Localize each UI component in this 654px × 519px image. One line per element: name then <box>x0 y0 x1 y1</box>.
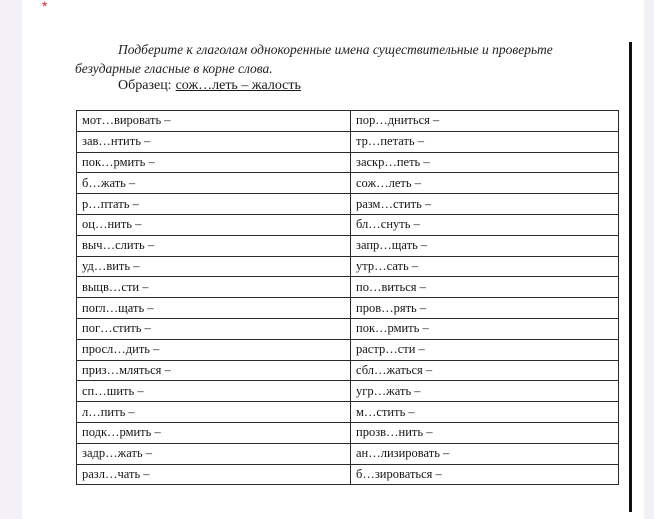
example-line <box>118 78 301 94</box>
verb-cell-right: пок…рмить – <box>351 318 619 339</box>
verb-cell-left: р…птать – <box>77 194 351 215</box>
table-row <box>77 443 619 464</box>
verb-cell-right: тр…петать – <box>351 131 619 152</box>
table-row <box>77 214 619 235</box>
required-asterisk: * <box>42 0 48 14</box>
table-row <box>77 360 619 381</box>
table-row <box>77 235 619 256</box>
verb-cell-right: пор…дниться – <box>351 111 619 132</box>
verb-cell-left: уд…вить – <box>77 256 351 277</box>
example-label: Образец: <box>118 78 172 93</box>
verb-cell-left: сп…шить – <box>77 381 351 402</box>
verb-cell-right: утр…сать – <box>351 256 619 277</box>
verb-cell-left: л…пить – <box>77 402 351 423</box>
verb-cell-left: разл…чать – <box>77 464 351 485</box>
table-row <box>77 402 619 423</box>
verb-cell-left: выцв…сти – <box>77 277 351 298</box>
verb-cell-left: выч…слить – <box>77 235 351 256</box>
table-row <box>77 422 619 443</box>
page-edge-line <box>629 42 632 512</box>
verb-cell-left: приз…мляться – <box>77 360 351 381</box>
verb-cell-left: б…жать – <box>77 173 351 194</box>
instruction-line-2: безударные гласные в корне слова. <box>75 61 273 76</box>
verbs-table <box>76 110 619 485</box>
verb-cell-left: пок…рмить – <box>77 152 351 173</box>
verb-cell-left: просл…дить – <box>77 339 351 360</box>
verb-cell-right: сбл…жаться – <box>351 360 619 381</box>
right-margin-strip <box>644 0 654 519</box>
verb-cell-left: пог…стить – <box>77 318 351 339</box>
table-row <box>77 152 619 173</box>
verb-cell-left: оц…нить – <box>77 214 351 235</box>
instruction-line-1: Подберите к глаголам однокоренные имена существительные и проверьте <box>118 42 553 57</box>
table-row <box>77 464 619 485</box>
table-row <box>77 298 619 319</box>
verb-cell-left: подк…рмить – <box>77 422 351 443</box>
verbs-table-body <box>77 111 619 485</box>
example-value: сож…леть – жалость <box>175 78 301 93</box>
verb-cell-right: прозв…нить – <box>351 422 619 443</box>
verb-cell-right: запр…щать – <box>351 235 619 256</box>
verb-cell-right: угр…жать – <box>351 381 619 402</box>
verb-cell-right: растр…сти – <box>351 339 619 360</box>
verb-cell-left: зав…нтить – <box>77 131 351 152</box>
table-row <box>77 381 619 402</box>
verb-cell-left: задр…жать – <box>77 443 351 464</box>
verb-cell-right: сож…леть – <box>351 173 619 194</box>
verb-cell-right: заскр…петь – <box>351 152 619 173</box>
table-row <box>77 194 619 215</box>
verb-cell-right: м…стить – <box>351 402 619 423</box>
verb-cell-right: по…виться – <box>351 277 619 298</box>
verb-cell-right: бл…снуть – <box>351 214 619 235</box>
verb-cell-right: пров…рять – <box>351 298 619 319</box>
table-row <box>77 173 619 194</box>
verb-cell-right: ан…лизировать – <box>351 443 619 464</box>
table-row <box>77 277 619 298</box>
table-row <box>77 318 619 339</box>
verb-cell-right: разм…стить – <box>351 194 619 215</box>
verb-cell-left: мот…вировать – <box>77 111 351 132</box>
table-row <box>77 339 619 360</box>
verb-cell-left: погл…щать – <box>77 298 351 319</box>
table-row <box>77 111 619 132</box>
left-margin-strip <box>0 0 22 519</box>
verb-cell-right: б…зироваться – <box>351 464 619 485</box>
table-row <box>77 256 619 277</box>
table-row <box>77 131 619 152</box>
